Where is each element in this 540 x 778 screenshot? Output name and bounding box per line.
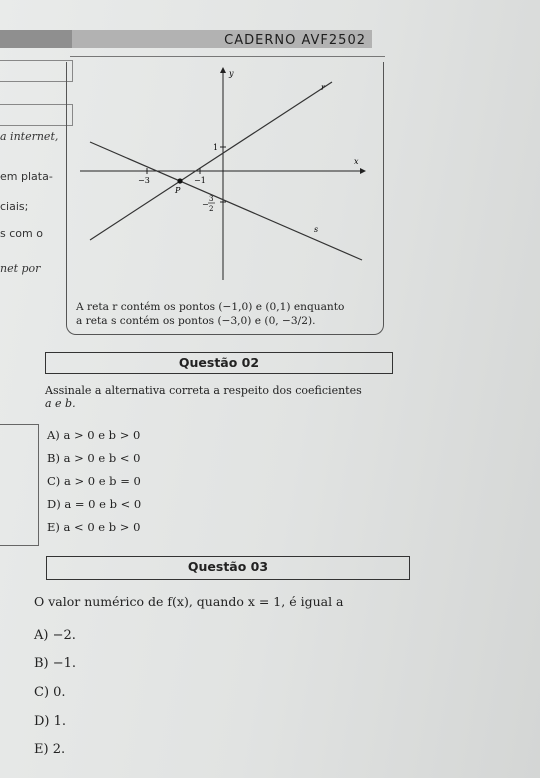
line-r xyxy=(90,82,332,240)
label-x: x xyxy=(354,157,359,166)
label-r: r xyxy=(321,83,325,92)
label-frac-minus: − xyxy=(202,200,209,209)
label-one: 1 xyxy=(213,143,219,152)
q2-option-e[interactable]: E) a < 0 e b > 0 xyxy=(47,520,141,534)
left-fragment-3: ciais; xyxy=(0,200,29,213)
q2-option-d[interactable]: D) a = 0 e b < 0 xyxy=(47,497,142,511)
label-frac-num: 3 xyxy=(209,195,214,203)
label-y: y xyxy=(229,69,234,78)
label-minus-three: −3 xyxy=(138,176,150,185)
left-answer-box-1 xyxy=(0,60,73,82)
caption-line-1: A reta r contém os pontos (−1,0) e (0,1) enquanto xyxy=(76,301,345,313)
q3-option-a[interactable]: A) −2. xyxy=(34,628,76,643)
line-graph xyxy=(70,60,370,290)
left-fragment-2: em plata- xyxy=(0,170,53,183)
q3-statement: O valor numérico de f(x), quando x = 1, é igual a xyxy=(34,594,344,609)
q2-statement xyxy=(45,384,405,410)
q3-title-box xyxy=(46,556,410,580)
q2-option-c[interactable]: C) a > 0 e b = 0 xyxy=(47,474,141,488)
figure-caption xyxy=(76,300,386,328)
q2-option-a[interactable]: A) a > 0 e b > 0 xyxy=(47,428,141,442)
label-minus-one: −1 xyxy=(194,176,206,185)
q3-option-b[interactable]: B) −1. xyxy=(34,656,77,671)
q2-title: Questão 02 xyxy=(178,355,260,370)
left-bracket xyxy=(0,424,39,546)
header-bar-left xyxy=(0,30,72,48)
q2-option-b[interactable]: B) a > 0 e b < 0 xyxy=(47,451,141,465)
left-fragment-5: net por xyxy=(0,262,41,275)
left-fragment-4: s com o xyxy=(0,227,43,240)
q3-title: Questão 03 xyxy=(187,559,269,574)
q2-statement-line-2: a e b. xyxy=(45,397,76,410)
q3-option-e[interactable]: E) 2. xyxy=(34,742,66,757)
q2-title-box xyxy=(45,352,393,374)
header-title: CADERNO AVF2502 xyxy=(72,30,372,48)
left-answer-box-2 xyxy=(0,104,73,126)
label-s: s xyxy=(314,225,319,234)
line-s xyxy=(90,142,362,260)
header-rule xyxy=(70,56,385,57)
label-frac-den: 2 xyxy=(209,205,214,213)
point-p xyxy=(177,178,182,183)
label-p: P xyxy=(175,186,181,195)
q3-option-d[interactable]: D) 1. xyxy=(34,714,67,729)
q3-option-c[interactable]: C) 0. xyxy=(34,685,66,700)
q2-statement-line-1: Assinale a alternativa correta a respeito dos coeficientes xyxy=(45,384,362,397)
caption-line-2: a reta s contém os pontos (−3,0) e (0, −3/2). xyxy=(76,315,316,327)
left-fragment-1: a internet, xyxy=(0,130,59,143)
